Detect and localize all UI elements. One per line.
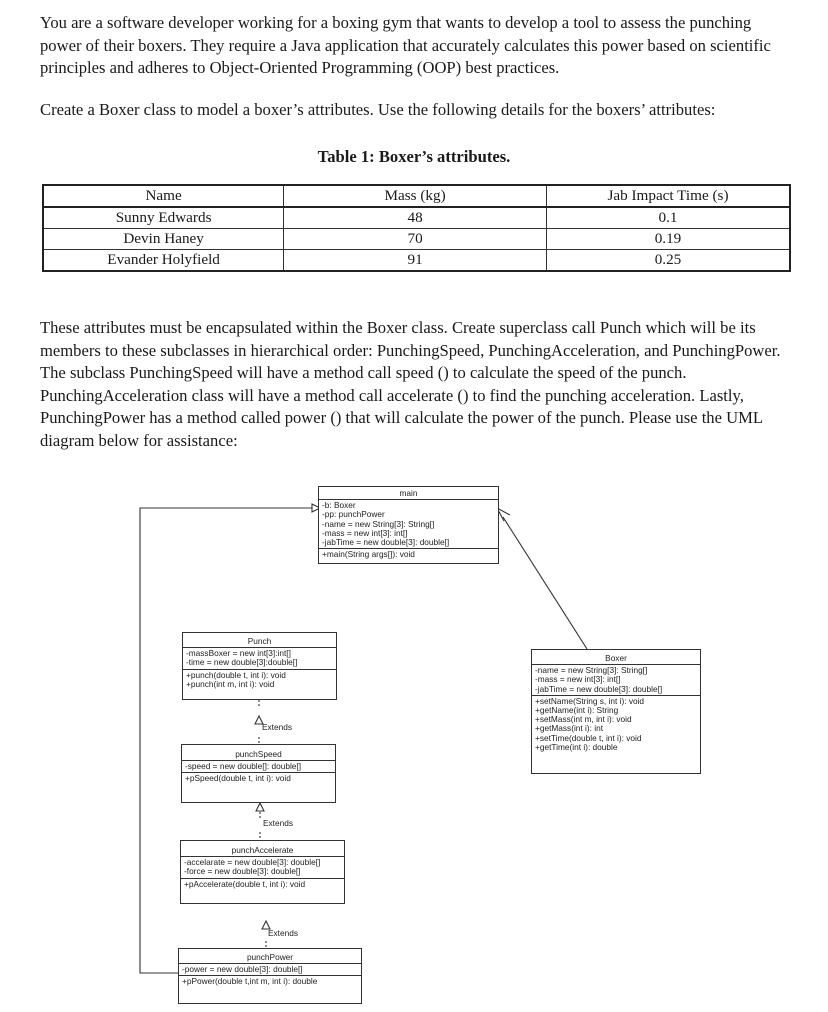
attributes-section bbox=[182, 761, 335, 773]
table-caption: Table 1: Boxer’s attributes. bbox=[317, 147, 511, 166]
attribute: -force = new double[3]: double[] bbox=[184, 866, 301, 877]
method: +punch(int m, int i): void bbox=[186, 678, 275, 689]
attribute: -accelarate = new double[3]: double[] bbox=[184, 857, 321, 868]
cell-name: Devin Haney bbox=[43, 229, 284, 250]
cell-mass: 91 bbox=[284, 250, 547, 272]
methods-section bbox=[183, 670, 336, 690]
attribute: -jabTime = new double[3]: double[] bbox=[535, 683, 663, 694]
cell-time: 0.1 bbox=[546, 207, 790, 229]
attributes-section bbox=[319, 500, 498, 549]
cell-name: Evander Holyfield bbox=[43, 250, 284, 272]
method: +pSpeed(double t, int i): void bbox=[185, 773, 291, 784]
extends-label-power: Extends bbox=[268, 928, 298, 938]
association-line-boxer-main bbox=[503, 517, 587, 649]
class-title: main bbox=[319, 487, 498, 500]
attributes-section bbox=[179, 964, 361, 976]
class-title: Boxer bbox=[532, 650, 700, 665]
attribute: -mass = new int[3]: int[] bbox=[535, 674, 621, 685]
uml-class-boxer bbox=[531, 649, 701, 774]
class-title: Punch bbox=[183, 633, 336, 648]
method: +pPower(double t,int m, int i): double bbox=[182, 976, 318, 987]
attribute: -mass = new int[3]: int[] bbox=[322, 527, 408, 538]
uml-class-punch-speed bbox=[181, 744, 336, 803]
instruction-paragraph: Create a Boxer class to model a boxer’s attributes. Use the following details for the boxers’ attributes: bbox=[40, 100, 716, 119]
method: +getTime(int i): double bbox=[535, 741, 618, 752]
method: +main(String args[]): void bbox=[322, 549, 415, 560]
method: +getName(int i): String bbox=[535, 705, 619, 716]
extends-label-speed: Extends bbox=[262, 722, 292, 732]
methods-section bbox=[319, 549, 498, 563]
cell-mass: 48 bbox=[284, 207, 547, 229]
attribute: -speed = new double[]: double[] bbox=[185, 761, 302, 772]
attribute: -massBoxer = new int[3]:int[] bbox=[186, 648, 291, 659]
uml-class-main bbox=[318, 486, 499, 564]
attribute: -pp: punchPower bbox=[322, 509, 385, 520]
attribute: -name = new String[3]: String[] bbox=[535, 665, 648, 676]
uml-class-punch bbox=[182, 632, 337, 700]
methods-section bbox=[532, 696, 700, 753]
description-paragraph: These attributes must be encapsulated within the Boxer class. Create superclass call Punch which will be its members to these subclasses in hierarchical order: PunchingSpeed, PunchingAcceleration, and PunchingPower. The subclass PunchingSpeed will have a method call speed () to calculate the speed of the punch. PunchingAcceleration class will have a method call accelerate () to find the punching acceleration. Lastly, PunchingPower has a method called power () that will calculate the power of the punch. Please use the UML diagram below for assistance: bbox=[40, 318, 781, 450]
attributes-section bbox=[183, 648, 336, 669]
method: +getMass(int i): int bbox=[535, 723, 604, 734]
extends-label-accel: Extends bbox=[263, 818, 293, 828]
cell-time: 0.19 bbox=[546, 229, 790, 250]
header-name: Name bbox=[43, 185, 284, 207]
methods-section bbox=[181, 879, 344, 890]
attributes-section bbox=[532, 665, 700, 696]
attribute: -name = new String[3]: String[] bbox=[322, 518, 435, 529]
uml-class-punch-power bbox=[178, 948, 362, 1004]
methods-section bbox=[182, 773, 335, 784]
class-title: punchAccelerate bbox=[181, 841, 344, 857]
method: +setName(String s, int i): void bbox=[535, 695, 645, 706]
method: +punch(double t, int i): void bbox=[186, 669, 286, 680]
method: +pAccelerate(double t, int i): void bbox=[184, 878, 306, 889]
attribute: -jabTime = new double[3]: double[] bbox=[322, 537, 450, 548]
class-title: punchSpeed bbox=[182, 745, 335, 761]
attributes-section bbox=[181, 857, 344, 878]
attribute: -time = new double[3]:double[] bbox=[186, 657, 298, 668]
class-title: punchPower bbox=[179, 949, 361, 964]
attribute: -b: Boxer bbox=[322, 500, 356, 511]
methods-section bbox=[179, 976, 361, 987]
intro-paragraph: You are a software developer working for a boxing gym that wants to develop a tool to assess the punching power of their boxers. They require a Java application that accurately calculates this power based on scientific principles and adheres to Object-Oriented Programming (OOP) best practices. bbox=[40, 13, 771, 77]
header-jab-time: Jab Impact Time (s) bbox=[546, 185, 790, 207]
method: +setMass(int m, int i): void bbox=[535, 714, 632, 725]
cell-name: Sunny Edwards bbox=[43, 207, 284, 229]
attribute: -power = new double[3]: double[] bbox=[182, 964, 303, 975]
header-mass: Mass (kg) bbox=[284, 185, 547, 207]
inherit-arrow-speed bbox=[256, 803, 264, 811]
method: +setTime(double t, int i): void bbox=[535, 732, 642, 743]
uml-class-punch-accelerate bbox=[180, 840, 345, 904]
cell-mass: 70 bbox=[284, 229, 547, 250]
cell-time: 0.25 bbox=[546, 250, 790, 272]
